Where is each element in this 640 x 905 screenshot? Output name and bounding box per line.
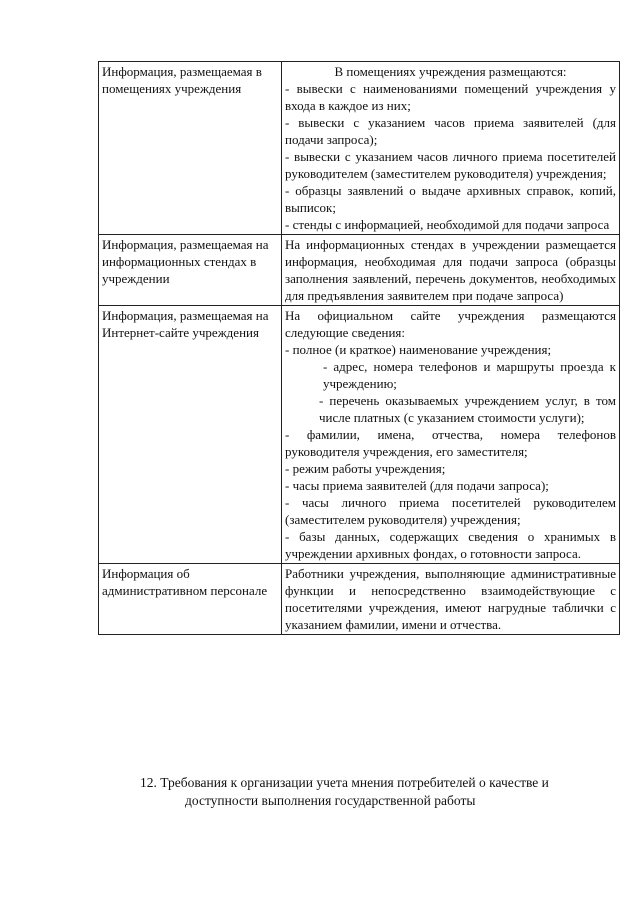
content-line: - часы приема заявителей (для подачи запроса); — [285, 478, 549, 493]
table-row — [99, 235, 620, 306]
content-line: - базы данных, содержащих сведения о хранимых в учреждении архивных фондах, о готовности запроса. — [285, 529, 616, 561]
content-line: - образцы заявлений о выдаче архивных справок, копий, выписок; — [285, 183, 616, 215]
section-heading — [140, 774, 620, 810]
row-content — [282, 564, 620, 635]
section-heading-line: 12. Требования к организации учета мнения потребителей о качестве и — [140, 775, 549, 790]
table-row — [99, 62, 620, 235]
row-label: Информация об административном персонале — [99, 564, 282, 635]
table-row — [99, 306, 620, 564]
content-line: - фамилии, имена, отчества, номера телефонов руководителя учреждения, его заместителя; — [285, 427, 616, 459]
content-line: - адрес, номера телефонов и маршруты проезда к учреждению; — [323, 359, 616, 391]
content-line: - часы личного приема посетителей руководителем (заместителем руководителя) учреждения; — [285, 495, 616, 527]
content-line: - режим работы учреждения; — [285, 461, 446, 476]
row-label: Информация, размещаемая на Интернет-сайте учреждения — [99, 306, 282, 564]
table-row — [99, 564, 620, 635]
content-line: - вывески с указанием часов личного приема посетителей руководителем (заместителем руководителя) учреждения; — [285, 149, 616, 181]
content-line: - вывески с наименованиями помещений учреждения у входа в каждое из них; — [285, 81, 616, 113]
row-content — [282, 62, 620, 235]
content-line: - вывески с указанием часов приема заявителей (для подачи запроса); — [285, 115, 616, 147]
row-label: Информация, размещаемая на информационных стендах в учреждении — [99, 235, 282, 306]
content-line: - перечень оказываемых учреждением услуг, в том числе платных (с указанием стоимости услуги); — [319, 393, 616, 425]
row-label: Информация, размещаемая в помещениях учреждения — [99, 62, 282, 235]
row-content — [282, 306, 620, 564]
content-line: - полное (и краткое) наименование учреждения; — [285, 342, 552, 357]
content-line: На официальном сайте учреждения размещаются следующие сведения: — [285, 308, 616, 340]
content-line: В помещениях учреждения размещаются: — [334, 64, 567, 79]
content-line: На информационных стендах в учреждении размещается информация, необходимая для подачи запроса (образцы заполнения заявлений, перечень документов, необходимых для предъявления заявителем при подаче запроса) — [285, 237, 616, 303]
row-content — [282, 235, 620, 306]
info-table — [98, 61, 620, 635]
section-heading-line: доступности выполнения государственной работы — [185, 793, 476, 808]
content-line: - стенды с информацией, необходимой для подачи запроса — [285, 217, 610, 232]
content-line: Работники учреждения, выполняющие административные функции и непосредственно взаимодействующие с посетителями учреждения, имеют нагрудные таблички с указанием фамилии, имени и отчества. — [285, 566, 616, 632]
